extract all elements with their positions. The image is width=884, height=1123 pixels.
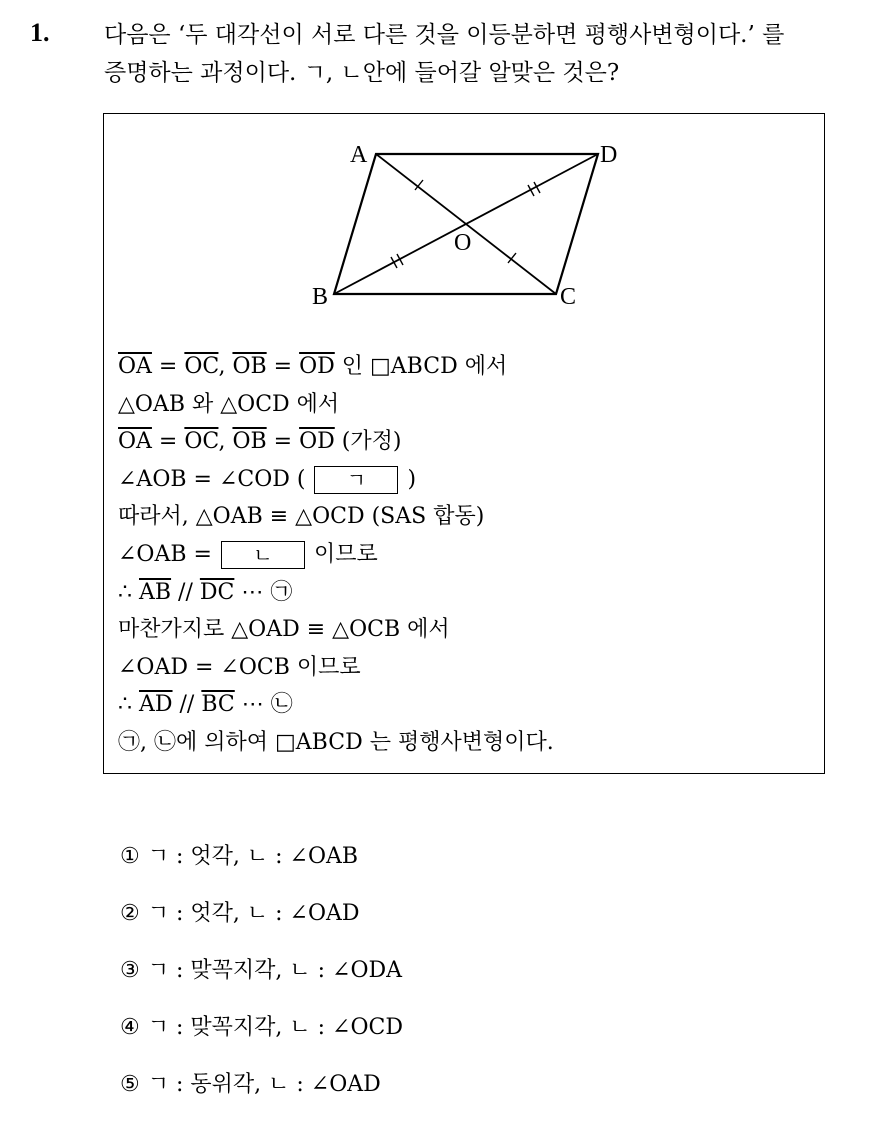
choice-number: ①	[120, 844, 140, 869]
label-d: D	[600, 142, 618, 168]
segment-od: $\overline{OD}$	[299, 354, 335, 379]
question-text	[104, 16, 874, 92]
choice-text: ㄱ : 동위각, ㄴ : ∠OAD	[147, 1072, 381, 1097]
blank-nieun: ㄴ	[221, 541, 305, 569]
segment-oc: $\overline{OC}$	[184, 354, 219, 379]
proof-line-10: ∴ $\overline{AD} // \overline{BC}$ ⋯ ㉡	[118, 692, 293, 718]
choice-number: ④	[120, 1015, 140, 1040]
blank-giyeok: ㄱ	[314, 466, 398, 494]
choice-number: ②	[120, 901, 140, 926]
label-b: B	[312, 284, 329, 310]
proof-line-6: ∠OAB = ㄴ 이므로	[118, 541, 378, 567]
choice-text: ㄱ : 맞꼭지각, ㄴ : ∠OCD	[147, 1015, 403, 1040]
proof-line-3: $\overline{OA} = \overline{OC}$, $\overline{OB} = \overline{OD}$ (가정)	[118, 429, 402, 455]
proof-line-9: ∠OAD = ∠OCB 이므로	[118, 654, 361, 680]
proof-line-4: ∠AOB = ∠COD ( ㄱ )	[118, 466, 417, 492]
proof-line-11: ㉠, ㉡에 의하여 □ABCD 는 평행사변형이다.	[118, 729, 554, 755]
segment-oa: $\overline{OA}$	[118, 354, 152, 379]
proof-line-5: 따라서, △OAB ≡ △OCD (SAS 합동)	[118, 504, 485, 530]
proof-line-8: 마찬가지로 △OAD ≡ △OCB 에서	[118, 617, 450, 643]
question-line-1: 다음은 ‘두 대각선이 서로 다른 것을 이등분하면 평행사변형이다.’ 를	[104, 22, 785, 48]
label-a: A	[350, 142, 368, 168]
parallelogram-figure	[300, 134, 640, 334]
choice-2[interactable]	[120, 895, 860, 952]
proof-box	[103, 113, 825, 774]
choice-3[interactable]	[120, 952, 860, 1009]
diagonal-bd	[334, 154, 598, 294]
proof-line-7: ∴ $\overline{AB} // \overline{DC}$ ⋯ ㉠	[118, 579, 293, 605]
choice-text: ㄱ : 엇각, ㄴ : ∠OAB	[147, 844, 359, 869]
proof-line-1: $\overline{OA} = \overline{OC}$, $\overline{OB} = \overline{OD}$ 인 □ABCD 에서	[118, 354, 508, 379]
choice-text: ㄱ : 맞꼭지각, ㄴ : ∠ODA	[147, 958, 403, 983]
choice-text: ㄱ : 엇각, ㄴ : ∠OAD	[147, 901, 360, 926]
proof-text	[118, 348, 818, 762]
answer-choices	[120, 838, 860, 1123]
choice-1[interactable]	[120, 838, 860, 895]
choice-number: ⑤	[120, 1072, 140, 1097]
proof-line-2: △OAB 와 △OCD 에서	[118, 391, 340, 417]
question-line-2: 증명하는 과정이다. ㄱ, ㄴ안에 들어갈 알맞은 것은?	[104, 60, 620, 86]
segment-ob: $\overline{OB}$	[232, 354, 267, 379]
choice-4[interactable]	[120, 1009, 860, 1066]
choice-5[interactable]	[120, 1066, 860, 1123]
label-c: C	[560, 284, 577, 310]
question-number: 1.	[30, 18, 50, 47]
choice-number: ③	[120, 958, 140, 983]
label-o: O	[454, 230, 472, 256]
